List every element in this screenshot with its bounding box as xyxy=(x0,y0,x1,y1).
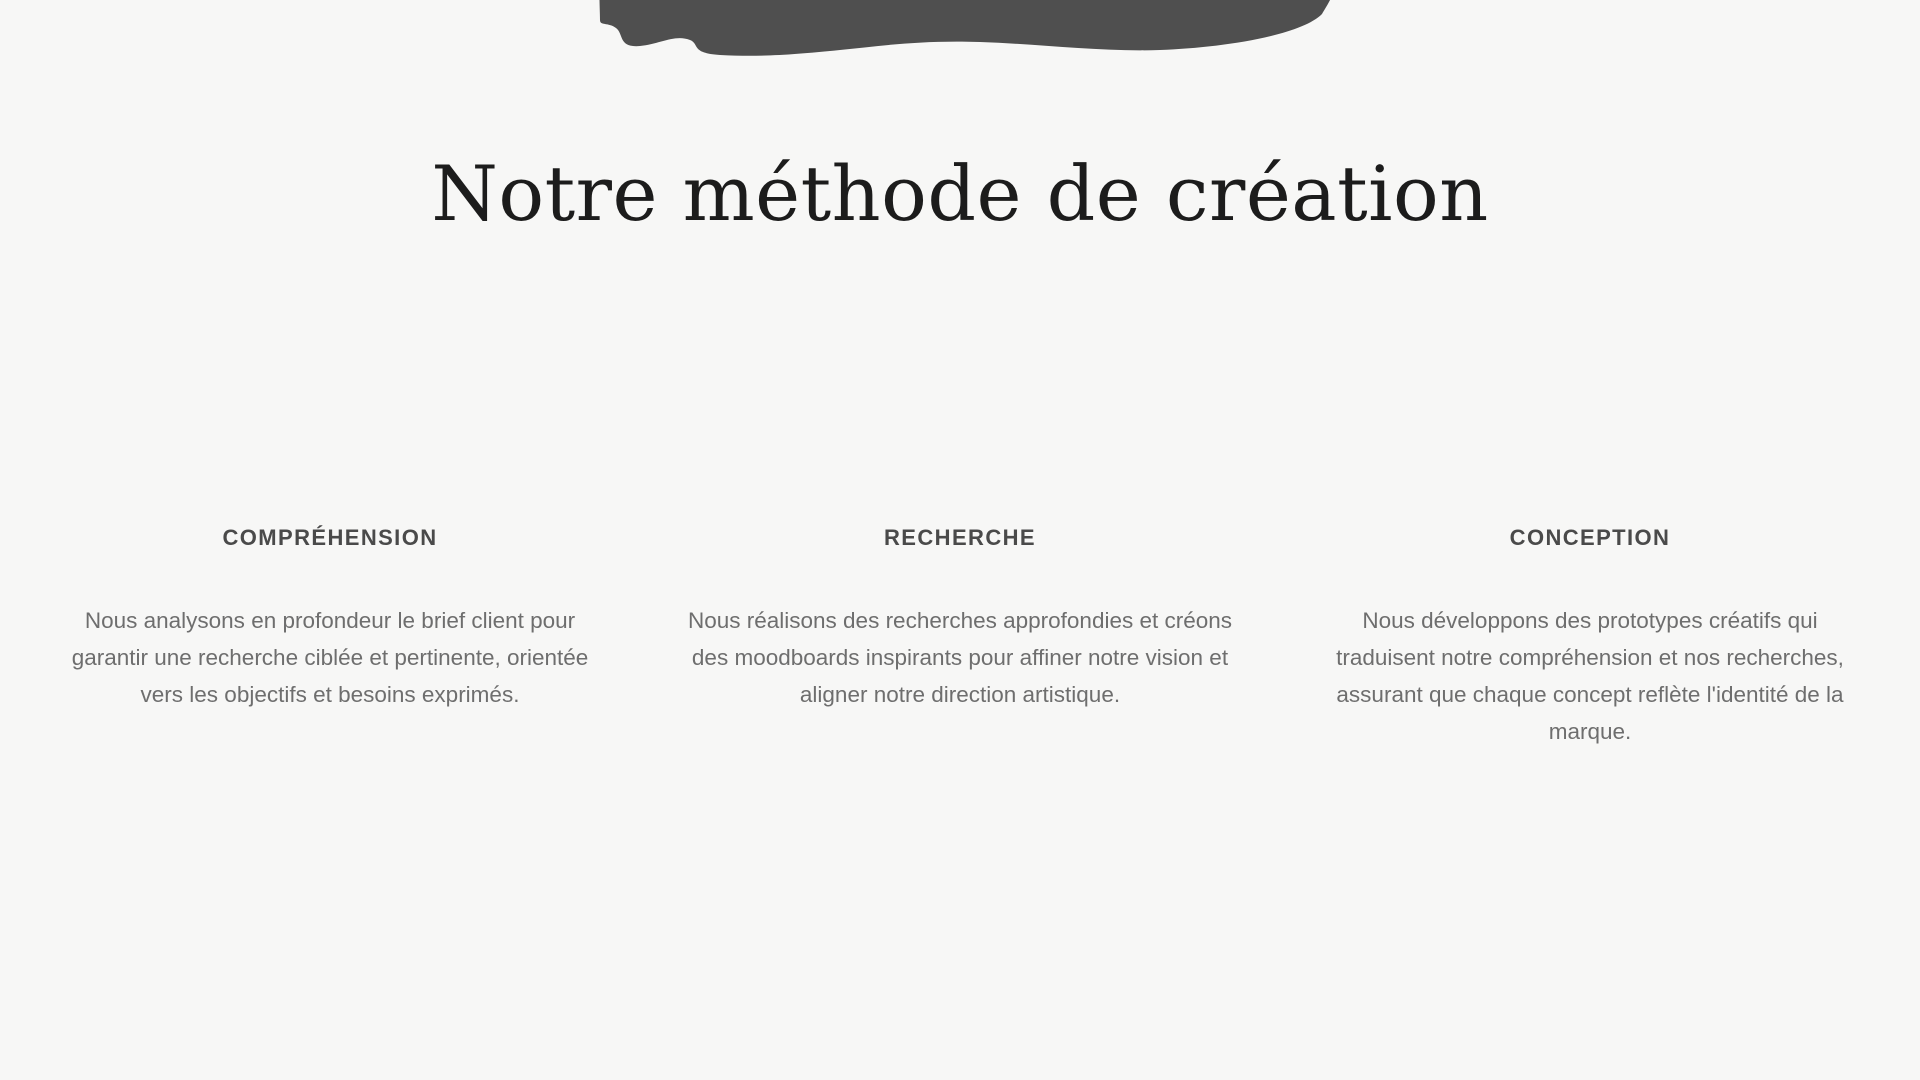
method-step-body: Nous analysons en profondeur le brief client pour garantir une recherche ciblée et pertinente, orientée vers les objectifs et besoins exprimés. xyxy=(71,608,589,707)
method-step-recherche xyxy=(680,525,1240,714)
method-step-conception xyxy=(1310,525,1870,751)
method-step-title: RECHERCHE xyxy=(884,525,1036,550)
organic-blob-icon xyxy=(0,0,1920,80)
page-title: Notre méthode de création xyxy=(431,149,1489,238)
method-step-title: COMPRÉHENSION xyxy=(222,525,438,550)
method-step-title: CONCEPTION xyxy=(1509,525,1671,550)
method-step-body: Nous réalisons des recherches approfondies et créons des moodboards inspirants pour affiner notre vision et aligner notre direction artistique. xyxy=(687,608,1233,707)
decorative-blob xyxy=(0,0,1920,80)
method-step-body: Nous développons des prototypes créatifs qui traduisent notre compréhension et nos recherches, assurant que chaque concept reflète l'identité de la marque. xyxy=(1336,608,1844,744)
method-step-comprehension xyxy=(50,525,610,714)
method-columns xyxy=(50,525,1870,751)
